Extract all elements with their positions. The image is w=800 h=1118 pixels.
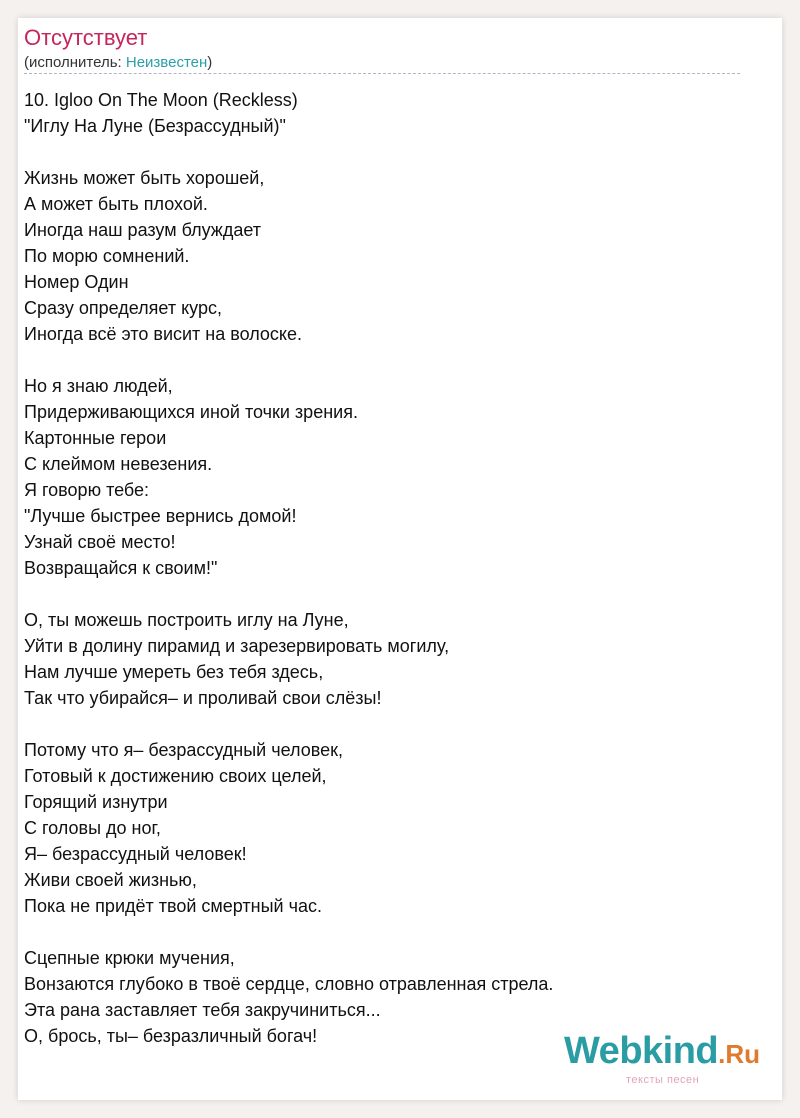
lyric-line: Эта рана заставляет тебя закручиниться... [24, 1000, 381, 1020]
lyric-line: Сцепные крюки мучения, [24, 948, 235, 968]
lyric-line: "Лучше быстрее вернись домой! [24, 506, 297, 526]
lyric-line: Иногда всё это висит на волоске. [24, 324, 303, 344]
song-title[interactable]: Отсутствует [24, 25, 148, 50]
artist-prefix: (исполнитель: [24, 54, 126, 71]
stanza-gap [24, 347, 553, 373]
lyric-line: Потому что я– безрассудный человек, [24, 740, 343, 760]
lyric-line: "Иглу На Луне (Безрассудный)" [24, 116, 286, 136]
lyric-line: Вонзаются глубоко в твоё сердце, словно отравленная стрела. [24, 974, 554, 994]
lyrics-body [24, 87, 553, 1049]
lyric-line: Но я знаю людей, [24, 376, 173, 396]
lyric-line: С головы до ног, [24, 818, 161, 838]
lyric-line: Горящий изнутри [24, 792, 168, 812]
lyric-line: Так что убирайся– и проливай свои слёзы! [24, 688, 382, 708]
lyric-line: По морю сомнений. [24, 246, 190, 266]
logo-tagline: тексты песен [626, 1074, 700, 1086]
lyric-line: Пока не придёт твой смертный час. [24, 896, 322, 916]
logo-tld-text: .Ru [718, 1039, 761, 1069]
site-logo[interactable] [564, 1030, 760, 1073]
lyric-line: Готовый к достижению своих целей, [24, 766, 327, 786]
stanza-gap [24, 711, 553, 737]
lyric-line: Картонные герои [24, 428, 167, 448]
artist-line [24, 54, 212, 71]
stanza-gap [24, 919, 553, 945]
artist-link[interactable]: Неизвестен [125, 54, 208, 71]
lyric-line: Уйти в долину пирамид и зарезервировать могилу, [24, 636, 450, 656]
lyric-line: Узнай своё место! [24, 532, 176, 552]
lyric-line: Придерживающихся иной точки зрения. [24, 402, 358, 422]
lyric-line: 10. Igloo On The Moon (Reckless) [24, 90, 298, 110]
stanza-gap [24, 139, 553, 165]
logo-main-text: Webkind [564, 1030, 719, 1072]
lyric-line: Я– безрассудный человек! [24, 844, 247, 864]
lyric-line: О, ты можешь построить иглу на Луне, [24, 610, 349, 630]
lyric-line: Я говорю тебе: [24, 480, 150, 500]
stanza-gap [24, 581, 553, 607]
artist-suffix: ) [207, 54, 213, 71]
lyric-line: О, брось, ты– безразличный богач! [24, 1026, 318, 1046]
header-divider [24, 73, 740, 74]
lyric-line: Нам лучше умереть без тебя здесь, [24, 662, 324, 682]
lyric-line: Сразу определяет курс, [24, 298, 222, 318]
lyric-line: Живи своей жизнью, [24, 870, 197, 890]
lyric-line: Иногда наш разум блуждает [24, 220, 262, 240]
lyric-line: С клеймом невезения. [24, 454, 213, 474]
lyric-line: Возвращайся к своим!" [24, 558, 218, 578]
lyric-line: А может быть плохой. [24, 194, 208, 214]
lyric-line: Жизнь может быть хорошей, [24, 168, 265, 188]
lyric-line: Номер Один [24, 272, 129, 292]
